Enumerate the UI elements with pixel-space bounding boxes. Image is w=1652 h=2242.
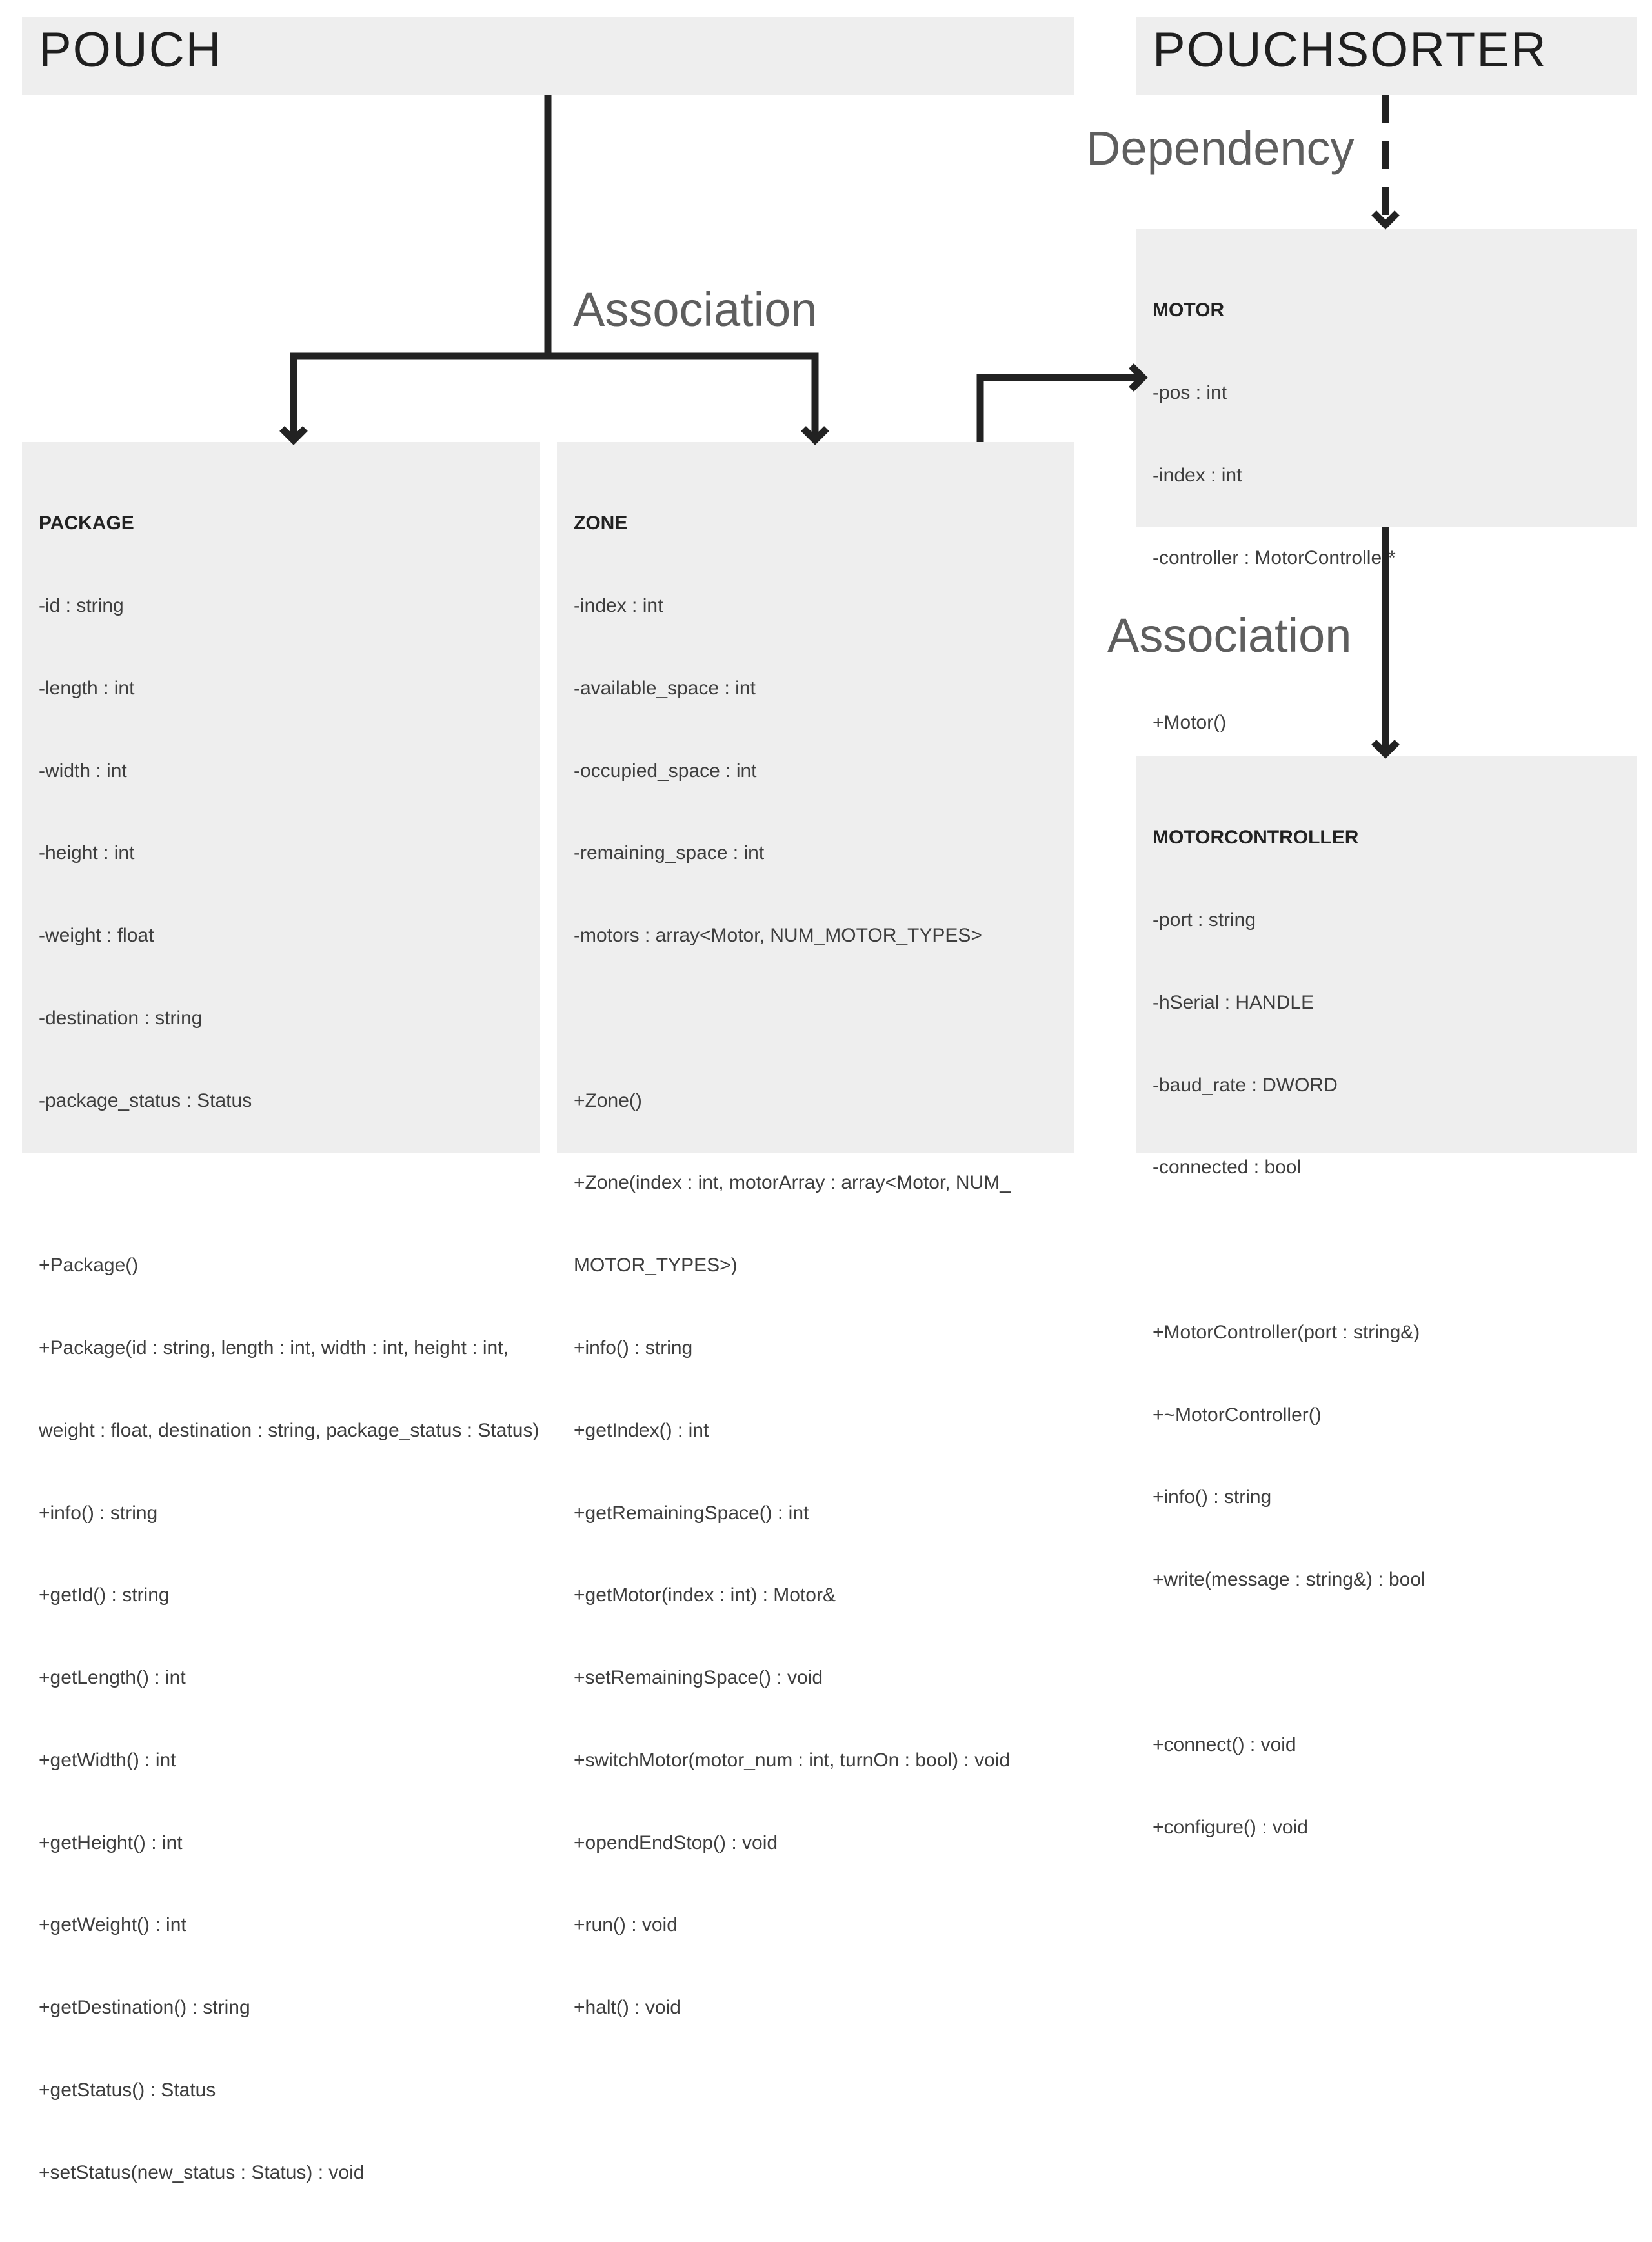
- motorcontroller-method: +MotorController(port : string&): [1153, 1321, 1420, 1343]
- zone-attribute: -available_space : int: [574, 677, 756, 699]
- package-attribute: -width : int: [39, 760, 127, 782]
- motorcontroller-attribute: -port : string: [1153, 909, 1256, 931]
- association-label-pouch: Association: [573, 283, 818, 336]
- zone-attribute: -motors : array<Motor, NUM_MOTOR_TYPES>: [574, 925, 982, 947]
- zone-class-name: ZONE: [574, 512, 628, 534]
- motorcontroller-class-name: MOTORCONTROLLER: [1153, 827, 1359, 849]
- section-gap: [39, 1169, 534, 1197]
- package-method: +getId() : string: [39, 1584, 170, 1606]
- package-attribute: -package_status : Status: [39, 1089, 252, 1111]
- zone-method: +opendEndStop() : void: [574, 1832, 778, 1853]
- motor-method: +Motor(): [1153, 712, 1227, 734]
- motorcontroller-attribute: -connected : bool: [1153, 1156, 1302, 1178]
- motorcontroller-attribute: -hSerial : HANDLE: [1153, 991, 1315, 1013]
- motor-attribute: -pos : int: [1153, 381, 1227, 403]
- package-attribute: -length : int: [39, 677, 135, 699]
- package-method: +info() : string: [39, 1502, 158, 1524]
- dependency-label: Dependency: [1086, 121, 1355, 175]
- association-branch-line: [294, 356, 815, 436]
- section-gap: [1153, 1237, 1631, 1264]
- package-method: +getStatus() : Status: [39, 2079, 216, 2101]
- section-gap: [1153, 1649, 1631, 1677]
- package-method: +getDestination() : string: [39, 1997, 250, 2019]
- zone-attribute: -remaining_space : int: [574, 842, 765, 864]
- zone-method: +Zone(index : int, motorArray : array<Motor, NUM_: [574, 1172, 1011, 1194]
- motor-attribute: -index : int: [1153, 464, 1242, 486]
- package-method: weight : float, destination : string, package_status : Status): [39, 1419, 539, 1441]
- package-attribute: -weight : float: [39, 925, 154, 947]
- package-method: +getWeight() : int: [39, 1914, 186, 1936]
- zone-method: +halt() : void: [574, 1997, 681, 2019]
- package-attribute: -height : int: [39, 842, 135, 864]
- package-method: +getHeight() : int: [39, 1832, 183, 1853]
- motorcontroller-method: +configure() : void: [1153, 1816, 1308, 1838]
- zone-method: +getMotor(index : int) : Motor&: [574, 1584, 836, 1606]
- package-method: +setStatus(new_status : Status) : void: [39, 2161, 365, 2183]
- zone-method: +Zone(): [574, 1089, 642, 1111]
- zone-attribute: -occupied_space : int: [574, 760, 757, 782]
- zone-method: +run() : void: [574, 1914, 678, 1936]
- package-class-name: PACKAGE: [39, 512, 134, 534]
- zone-method: MOTOR_TYPES>): [574, 1255, 738, 1277]
- motorcontroller-method: +connect() : void: [1153, 1733, 1296, 1755]
- zone-method: +getRemainingSpace() : int: [574, 1502, 809, 1524]
- motorcontroller-method: +~MotorController(): [1153, 1404, 1322, 1426]
- zone-attribute: -index : int: [574, 594, 663, 616]
- package-method: +getWidth() : int: [39, 1749, 176, 1771]
- package-method: +Package(): [39, 1255, 139, 1277]
- motorcontroller-method: +write(message : string&) : bool: [1153, 1569, 1425, 1591]
- zone-motor-line: [980, 378, 1139, 442]
- motorcontroller-attribute: -baud_rate : DWORD: [1153, 1074, 1338, 1096]
- pouch-title: POUCH: [39, 23, 223, 77]
- motor-attribute: -controller : MotorController*: [1153, 547, 1396, 569]
- pouchsorter-title: POUCHSORTER: [1153, 23, 1547, 77]
- association-label-motor: Association: [1107, 609, 1352, 662]
- package-attribute: -destination : string: [39, 1007, 203, 1029]
- zone-method: +setRemainingSpace() : void: [574, 1667, 823, 1689]
- motor-class-name: MOTOR: [1153, 299, 1225, 321]
- zone-method: +switchMotor(motor_num : int, turnOn : bool) : void: [574, 1749, 1011, 1771]
- motorcontroller-method: +info() : string: [1153, 1486, 1272, 1508]
- package-attribute: -id : string: [39, 594, 124, 616]
- package-method: +getLength() : int: [39, 1667, 186, 1689]
- package-method: +Package(id : string, length : int, width : int, height : int,: [39, 1337, 509, 1358]
- zone-method: +info() : string: [574, 1337, 693, 1358]
- zone-method: +getIndex() : int: [574, 1419, 709, 1441]
